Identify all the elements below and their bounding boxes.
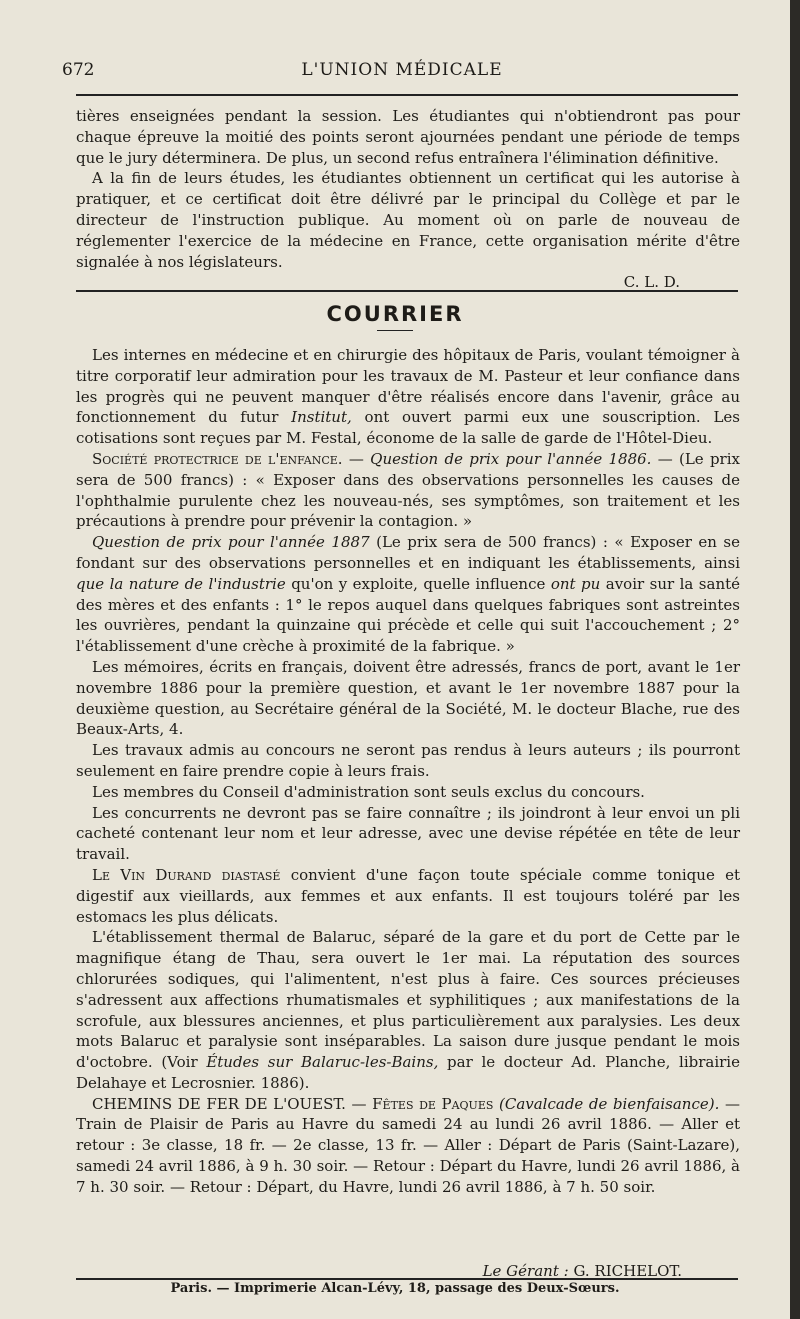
italic-text: Études sur Balaruc-les-Bains, [206,1053,439,1072]
text: — [348,449,364,468]
gerant-name: G. RICHELOT. [573,1262,682,1280]
text: — Train de Plaisir de Paris au Havre du samedi 24 au lundi 26 avril 1886. — Aller et retour : 3e classe, 18 fr. — 2e classe, 13 fr. — Aller : Départ de Paris (Saint-Lazare), samedi 24 avril 1886, à 9 h. 30 soir. — Retour : Départ du Havre, lundi 26 avril 1886, à 7 h. 30 soir. — Retour : Départ, du Havre, lundi 26 avril 1886, à 7 h. 50 soir. [76,1094,740,1196]
italic-text: Question de prix pour l'année 1886. [370,449,652,468]
title-underline [377,330,413,331]
italic-text: Institut, [291,408,352,427]
text: Les internes en médecine et en chirurgie des hôpitaux de Paris, voulant témoigner à titre corporatif leur admiration pour les travaux de M. Pasteur et leur confiance dans les progrès qui ne peuvent manquer d'être réalisés encore dans l'avenir, grâce au fonctionnement du futur [76,346,740,427]
paragraph: Les mémoires, écrits en français, doivent être adressés, francs de port, avant le 1er novembre 1886 pour la première question, et avant le 1er novembre 1887 pour la deuxième question, au Secrétaire général de la Société, M. le docteur Blache, rue des Beaux-Arts, 4. [76,657,740,739]
text: par le docteur Ad. Planche, librairie Delahaye et Lecrosnier. 1886). [76,1053,740,1092]
running-title: L'UNION MÉDICALE [301,60,503,80]
text: qu'on y exploite, quelle influence [291,574,546,593]
header-rule [76,94,738,96]
text: ont ouvert parmi eux une souscription. Les cotisations sont reçues par M. Festal, économe de la salle de garde de l'Hôtel-Dieu. [76,408,740,448]
footer-rule [76,1278,738,1280]
italic-text: (Cavalcade de bienfaisance). [498,1094,720,1113]
paragraph: Les travaux admis au concours ne seront pas rendus à leurs auteurs ; ils pourront seulement en faire prendre copie à leurs frais. [76,741,740,780]
imprint: Paris. — Imprimerie Alcan-Lévy, 18, passage des Deux-Sœurs. [170,1281,620,1296]
gerant-label: Le Gérant : [482,1262,569,1280]
book-edge [790,0,800,1319]
paragraph [76,865,740,927]
italic-text: Question de prix pour l'année 1887 [92,533,370,552]
paragraph [76,1094,740,1198]
paragraph [76,449,740,532]
smallcaps-heading: Société protectrice de l'enfance. [92,449,343,468]
italic-text: ont pu [550,574,601,593]
paragraph: A la fin de leurs études, les étudiantes obtiennent un certificat qui les autorise à pratiquer, et ce certificat doit être délivré par le principal du Collège et par le directeur de l'instruction publique. Au moment où on parle de nouveau de réglementer l'exercice de la médecine en France, cette organisation mérite d'être signalée à nos législateurs. [76,169,740,271]
paragraph: tières enseignées pendant la session. Les étudiantes qui n'obtiendront pas pour chaque épreuve la moitié des points seront ajournées pendant une période de temps que le jury déterminera. De plus, un second refus entraînera l'élimination définitive. [76,107,740,167]
smallcaps-heading: Le Vin Durand diastasé [92,865,281,884]
text: — (Le prix sera de 500 francs) : « Exposer dans des observations personnelles les causes de l'ophthalmie purulente chez les nouveau-nés, ses symptômes, son traitement et les précautions à prendre pour prévenir la contagion. » [76,449,740,531]
section-divider [76,290,738,292]
paragraph: Les membres du Conseil d'administration sont seuls exclus du concours. [92,782,645,801]
signature: C. L. D. [623,273,680,292]
section-title: COURRIER [326,302,464,326]
text: convient d'une façon toute spéciale comme tonique et digestif aux vieillards, aux femmes et aux enfants. Il est toujours toléré par les estomacs les plus délicats. [76,865,740,926]
text: L'établissement thermal de Balaruc, séparé de la gare et du port de Cette par le magnifique étang de Thau, sera ouvert le 1er mai. La réputation des sources chlorurées sodiques, qui l'alimentent, n'est plus à faire. Ces sources précieuses s'adressent aux affections rhumatismales et syphilitiques ; aux manifestations de la scrofule, aux blessures anciennes, et plus particulièrement aux paralysies. Les deux mots Balaruc et paralysie sont inséparables. La saison dure jusque pendant le mois d'octobre. (Voir [76,928,740,1072]
paragraph: Les concurrents ne devront pas se faire connaître ; ils joindront à leur envoi un pli cacheté contenant leur nom et leur adresse, avec une devise répétée en tête de leur travail. [76,803,740,864]
page-number: 672 [62,60,95,80]
top-section [76,106,740,293]
page-header [62,60,742,86]
paragraph [76,532,740,657]
courrier-section [76,345,740,1198]
paragraph [76,345,740,449]
italic-text: que la nature de l'industrie [76,574,286,593]
text: (Le prix sera de 500 francs) : « Exposer en se fondant sur des observations personnelles et en indiquant les établissements, ainsi [76,533,740,572]
text: avoir sur la santé des mères et des enfants : 1° le repos auquel dans quelques fabriques sont astreintes les ouvrières, pendant la quinzaine qui précède et celle qui suit l'accouchement ; 2° l'établissement d'une crèche à proximité de la fabrique. » [76,574,741,656]
smallcaps-heading: Fêtes de Paques [372,1094,494,1113]
paragraph [76,927,740,1093]
text: CHEMINS DE FER DE L'OUEST. — [92,1094,367,1113]
